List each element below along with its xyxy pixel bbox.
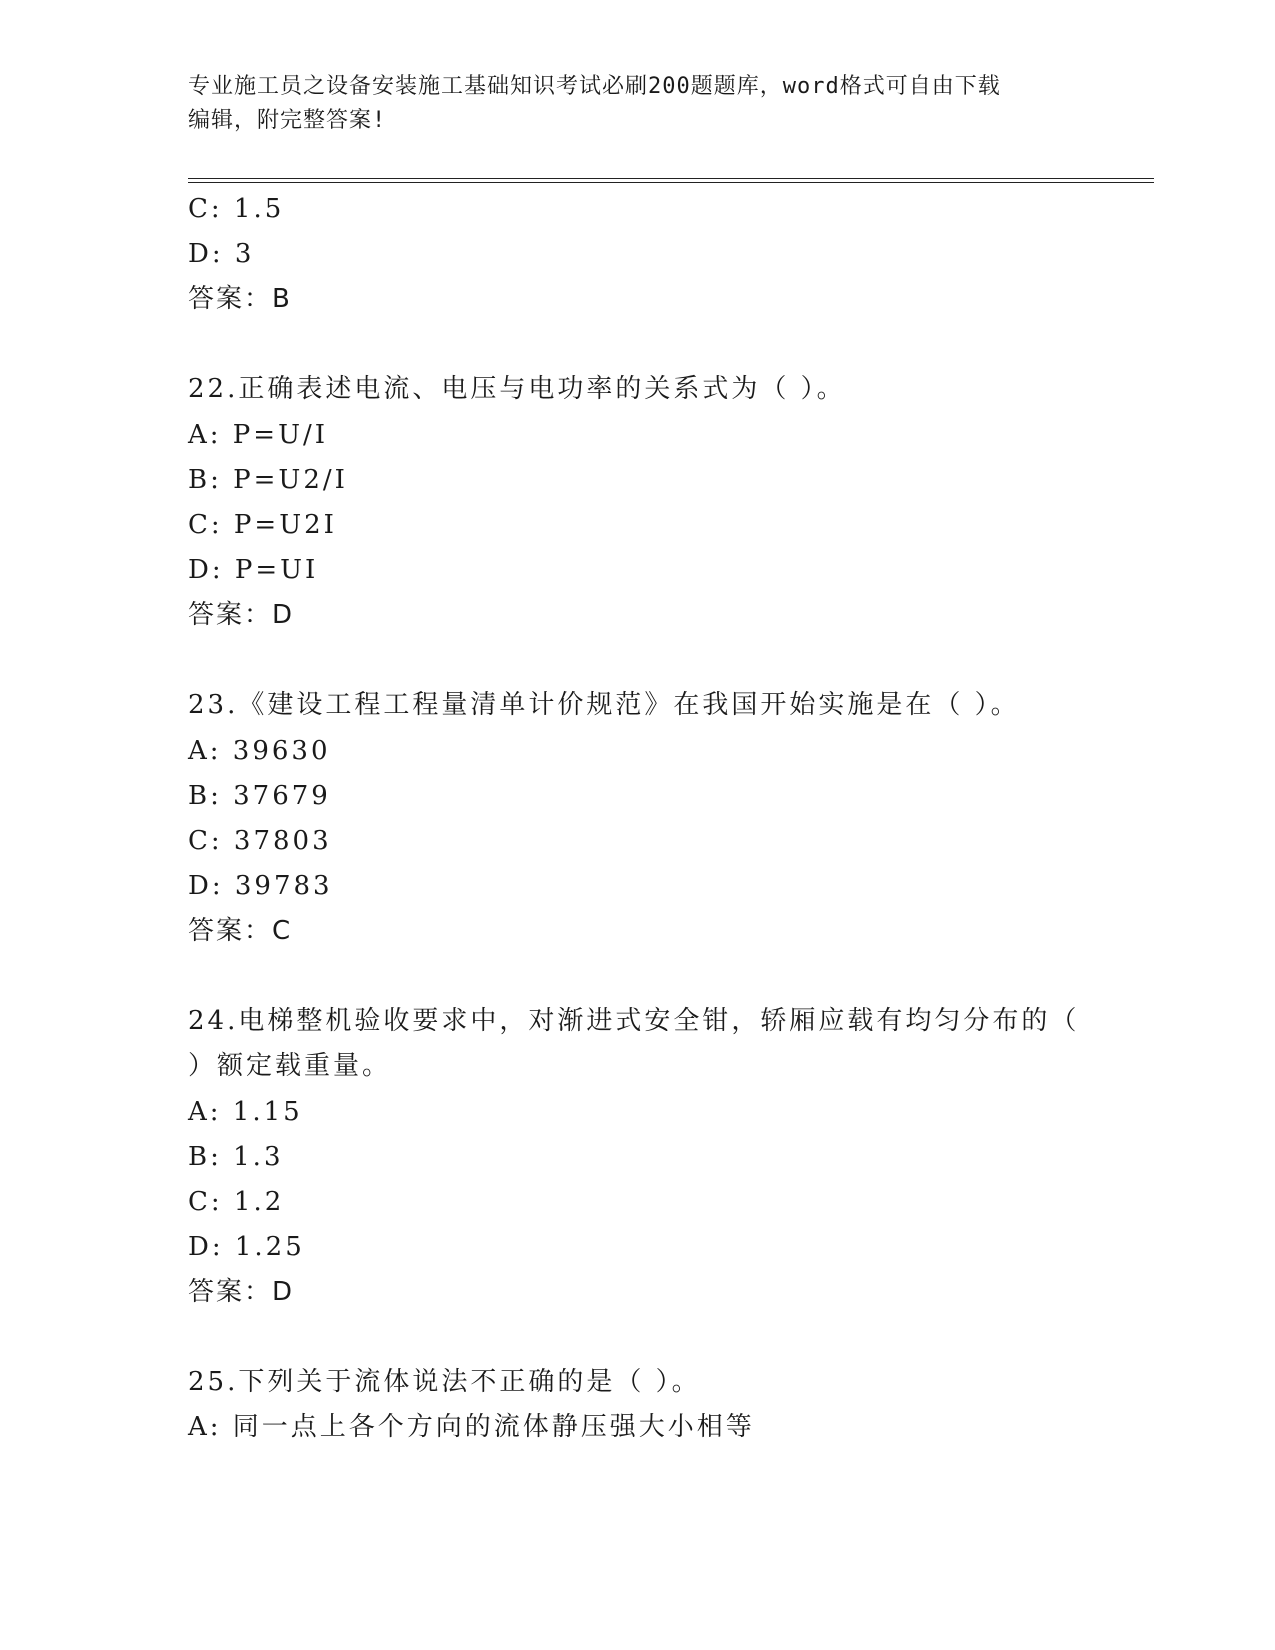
q23-option-b: B: 37679 [188, 781, 331, 811]
q23-option-d: D: 39783 [188, 871, 333, 901]
document-header [188, 70, 1088, 138]
q22-option-c: C: P=U2I [188, 510, 337, 540]
q24-answer: 答案：D [188, 1277, 295, 1307]
prev-option-d: D: 3 [188, 239, 255, 269]
q23-option-a: A: 39630 [188, 736, 331, 766]
q22-answer: 答案：D [188, 600, 295, 630]
q22-stem: 22.正确表述电流、电压与电功率的关系式为（ ）。 [188, 374, 846, 404]
q24-option-a: A: 1.15 [188, 1097, 303, 1127]
prev-option-c: C: 1.5 [188, 194, 285, 224]
q22-option-b: B: P=U2/I [188, 465, 348, 495]
q24-option-b: B: 1.3 [188, 1142, 284, 1172]
q23-option-c: C: 37803 [188, 826, 332, 856]
prev-answer: 答案：B [188, 284, 292, 314]
q24-stem-line-2: ）额定载重量。 [188, 1051, 392, 1081]
q23-stem: 23.《建设工程工程量清单计价规范》在我国开始实施是在（ ）。 [188, 690, 1020, 720]
header-divider-top [188, 178, 1154, 179]
header-title-line-1: 专业施工员之设备安装施工基础知识考试必刷200题题库，word格式可自由下载 [188, 74, 1001, 99]
q25-stem: 25.下列关于流体说法不正确的是（ ）。 [188, 1367, 701, 1397]
q22-option-a: A: P=U/I [188, 420, 329, 450]
header-title-line-2: 编辑，附完整答案! [188, 108, 387, 133]
q25-option-a: A: 同一点上各个方向的流体静压强大小相等 [188, 1412, 755, 1442]
q24-stem-line-1: 24.电梯整机验收要求中，对渐进式安全钳，轿厢应载有均匀分布的（ [188, 1006, 1080, 1036]
q22-option-d: D: P=UI [188, 555, 319, 585]
q24-option-d: D: 1.25 [188, 1232, 305, 1262]
header-divider-bottom [188, 182, 1154, 183]
q24-option-c: C: 1.2 [188, 1187, 285, 1217]
q23-answer: 答案：C [188, 916, 293, 946]
